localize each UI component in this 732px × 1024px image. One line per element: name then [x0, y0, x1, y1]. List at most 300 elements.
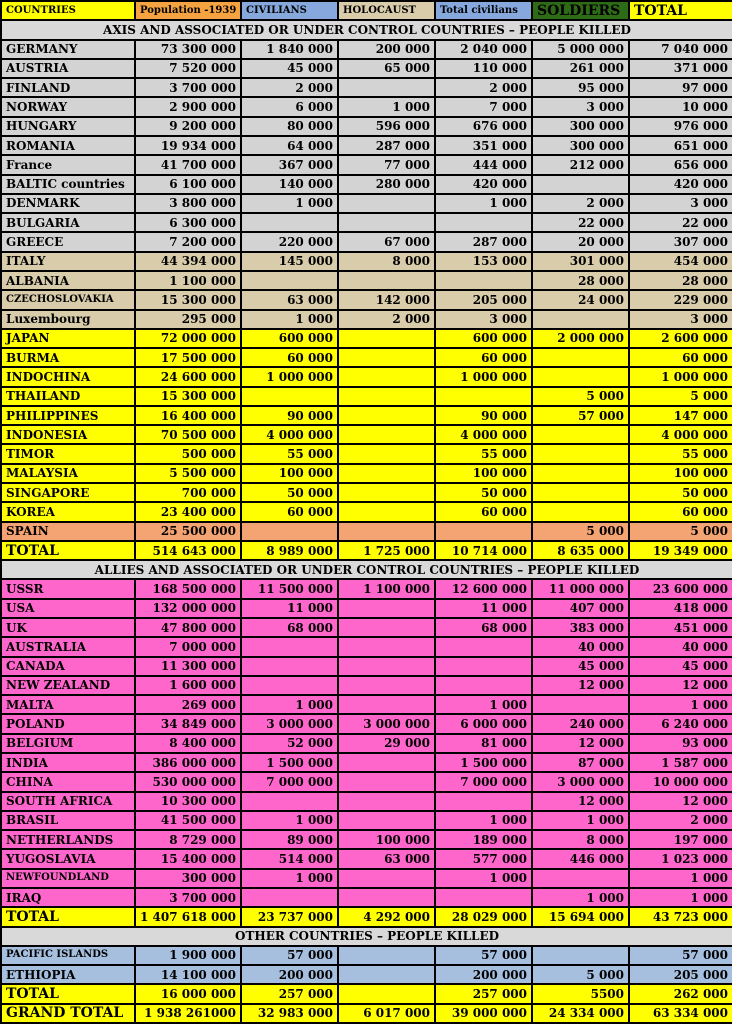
holocaust-cell [338, 811, 435, 830]
table-row [1, 502, 732, 521]
holocaust-cell [338, 271, 435, 290]
holocaust-cell [338, 194, 435, 213]
civilians-cell: 220 000 [241, 232, 338, 251]
total-civilians-cell: 1 000 [435, 811, 532, 830]
population-1939-cell: 41 500 000 [135, 811, 241, 830]
country-name: Luxembourg [1, 310, 135, 329]
table-row [1, 522, 732, 541]
soldiers-cell [532, 348, 629, 367]
soldiers-cell: 2 000 000 [532, 329, 629, 348]
soldiers-cell: 301 000 [532, 252, 629, 271]
total-cell: 1 000 [629, 869, 732, 888]
country-name: TOTAL [1, 907, 135, 926]
total-cell: 50 000 [629, 483, 732, 502]
population-1939-cell: 7 200 000 [135, 232, 241, 251]
country-name: BALTIC countries [1, 175, 135, 194]
holocaust-cell: 596 000 [338, 117, 435, 136]
table-row [1, 444, 732, 463]
total-cell: 656 000 [629, 155, 732, 174]
total-cell: 5 000 [629, 522, 732, 541]
total-civilians-cell [435, 792, 532, 811]
table-row [1, 213, 732, 232]
holocaust-cell [338, 502, 435, 521]
total-cell: 60 000 [629, 348, 732, 367]
total-civilians-cell: 600 000 [435, 329, 532, 348]
table-row [1, 194, 732, 213]
total-cell: 6 240 000 [629, 714, 732, 733]
country-name: INDONESIA [1, 425, 135, 444]
civilians-cell: 32 983 000 [241, 1004, 338, 1023]
soldiers-cell: 24 334 000 [532, 1004, 629, 1023]
population-1939-cell: 300 000 [135, 869, 241, 888]
civilians-cell: 1 500 000 [241, 753, 338, 772]
holocaust-cell: 1 100 000 [338, 579, 435, 598]
table-row [1, 78, 732, 97]
total-civilians-cell: 10 714 000 [435, 541, 532, 560]
total-civilians-cell: 153 000 [435, 252, 532, 271]
civilians-cell: 100 000 [241, 464, 338, 483]
soldiers-cell: 5500 [532, 984, 629, 1003]
total-cell: 147 000 [629, 406, 732, 425]
country-name: DENMARK [1, 194, 135, 213]
country-name: IRAQ [1, 888, 135, 907]
total-civilians-cell: 577 000 [435, 849, 532, 868]
soldiers-cell: 383 000 [532, 618, 629, 637]
population-1939-cell: 16 000 000 [135, 984, 241, 1003]
holocaust-cell: 2 000 [338, 310, 435, 329]
soldiers-cell: 40 000 [532, 637, 629, 656]
population-1939-cell: 19 934 000 [135, 136, 241, 155]
soldiers-cell: 407 000 [532, 599, 629, 618]
civilians-cell: 367 000 [241, 155, 338, 174]
soldiers-cell [532, 502, 629, 521]
civilians-cell [241, 792, 338, 811]
total-civilians-cell: 6 000 000 [435, 714, 532, 733]
population-1939-cell: 7 520 000 [135, 59, 241, 78]
country-name: SINGAPORE [1, 483, 135, 502]
total-cell: 307 000 [629, 232, 732, 251]
holocaust-cell [338, 618, 435, 637]
population-1939-cell: 530 000 000 [135, 772, 241, 791]
holocaust-cell: 8 000 [338, 252, 435, 271]
soldiers-cell: 8 635 000 [532, 541, 629, 560]
soldiers-cell [532, 425, 629, 444]
civilians-cell: 1 000 000 [241, 367, 338, 386]
soldiers-cell [532, 869, 629, 888]
population-1939-cell: 3 700 000 [135, 78, 241, 97]
total-cell: 1 000 [629, 888, 732, 907]
table-row [1, 772, 732, 791]
table-row [1, 695, 732, 714]
country-name: BULGARIA [1, 213, 135, 232]
holocaust-cell [338, 348, 435, 367]
population-1939-cell: 11 300 000 [135, 657, 241, 676]
total-civilians-cell: 81 000 [435, 734, 532, 753]
soldiers-cell: 1 000 [532, 811, 629, 830]
country-name: THAILAND [1, 387, 135, 406]
holocaust-cell [338, 869, 435, 888]
soldiers-cell: 22 000 [532, 213, 629, 232]
civilians-cell: 11 500 000 [241, 579, 338, 598]
table-row [1, 232, 732, 251]
table-row [1, 425, 732, 444]
table-row [1, 406, 732, 425]
holocaust-cell: 1 000 [338, 97, 435, 116]
holocaust-cell [338, 387, 435, 406]
holocaust-cell: 200 000 [338, 40, 435, 59]
civilians-cell: 80 000 [241, 117, 338, 136]
holocaust-cell [338, 676, 435, 695]
country-name: AUSTRALIA [1, 637, 135, 656]
population-1939-cell: 14 100 000 [135, 965, 241, 984]
holocaust-cell [338, 425, 435, 444]
table-row [1, 792, 732, 811]
civilians-cell: 145 000 [241, 252, 338, 271]
total-cell: 5 000 [629, 387, 732, 406]
total-cell: 40 000 [629, 637, 732, 656]
population-1939-cell: 15 300 000 [135, 290, 241, 309]
total-civilians-cell: 1 000 [435, 869, 532, 888]
population-1939-cell: 16 400 000 [135, 406, 241, 425]
total-cell: 229 000 [629, 290, 732, 309]
country-name: BURMA [1, 348, 135, 367]
total-cell: 45 000 [629, 657, 732, 676]
total-civilians-cell: 257 000 [435, 984, 532, 1003]
table-row [1, 753, 732, 772]
holocaust-cell: 4 292 000 [338, 907, 435, 926]
header-row [1, 1, 732, 20]
table-row [1, 464, 732, 483]
total-civilians-cell: 50 000 [435, 483, 532, 502]
soldiers-cell: 24 000 [532, 290, 629, 309]
civilians-cell: 57 000 [241, 946, 338, 965]
population-1939-cell: 269 000 [135, 695, 241, 714]
total-civilians-cell [435, 522, 532, 541]
population-1939-cell: 1 100 000 [135, 271, 241, 290]
table-row [1, 869, 732, 888]
population-1939-cell: 73 300 000 [135, 40, 241, 59]
total-cell: 451 000 [629, 618, 732, 637]
country-name: MALAYSIA [1, 464, 135, 483]
country-name: BELGIUM [1, 734, 135, 753]
total-civilians-cell: 189 000 [435, 830, 532, 849]
table-row [1, 618, 732, 637]
population-1939-cell: 15 400 000 [135, 849, 241, 868]
holocaust-cell: 63 000 [338, 849, 435, 868]
soldiers-cell: 20 000 [532, 232, 629, 251]
header-population-1939: Population -1939 [135, 1, 241, 20]
civilians-cell [241, 637, 338, 656]
table-body [1, 1, 732, 1023]
soldiers-cell: 3 000 000 [532, 772, 629, 791]
soldiers-cell: 28 000 [532, 271, 629, 290]
soldiers-cell [532, 946, 629, 965]
total-civilians-cell: 90 000 [435, 406, 532, 425]
total-civilians-cell: 7 000 [435, 97, 532, 116]
population-1939-cell: 15 300 000 [135, 387, 241, 406]
soldiers-cell: 45 000 [532, 657, 629, 676]
country-name: FINLAND [1, 78, 135, 97]
total-civilians-cell: 1 000 000 [435, 367, 532, 386]
soldiers-cell: 5 000 [532, 522, 629, 541]
civilians-cell: 55 000 [241, 444, 338, 463]
population-1939-cell: 7 000 000 [135, 637, 241, 656]
total-civilians-cell: 420 000 [435, 175, 532, 194]
soldiers-cell [532, 310, 629, 329]
civilians-cell: 60 000 [241, 502, 338, 521]
population-1939-cell: 8 729 000 [135, 830, 241, 849]
country-name: HUNGARY [1, 117, 135, 136]
civilians-cell: 257 000 [241, 984, 338, 1003]
soldiers-cell: 12 000 [532, 734, 629, 753]
soldiers-cell: 15 694 000 [532, 907, 629, 926]
total-civilians-cell: 100 000 [435, 464, 532, 483]
population-1939-cell: 1 938 261000 [135, 1004, 241, 1023]
country-name: INDOCHINA [1, 367, 135, 386]
total-civilians-cell: 4 000 000 [435, 425, 532, 444]
soldiers-cell: 12 000 [532, 676, 629, 695]
holocaust-cell [338, 78, 435, 97]
total-cell: 55 000 [629, 444, 732, 463]
holocaust-cell: 29 000 [338, 734, 435, 753]
civilians-cell: 11 000 [241, 599, 338, 618]
total-row [1, 984, 732, 1003]
table-row [1, 117, 732, 136]
holocaust-cell: 100 000 [338, 830, 435, 849]
civilians-cell [241, 213, 338, 232]
population-1939-cell: 70 500 000 [135, 425, 241, 444]
population-1939-cell: 700 000 [135, 483, 241, 502]
total-cell: 1 000 000 [629, 367, 732, 386]
population-1939-cell: 500 000 [135, 444, 241, 463]
civilians-cell: 60 000 [241, 348, 338, 367]
soldiers-cell [532, 444, 629, 463]
country-name: TOTAL [1, 984, 135, 1003]
table-row [1, 714, 732, 733]
table-row [1, 367, 732, 386]
country-name: JAPAN [1, 329, 135, 348]
total-civilians-cell [435, 676, 532, 695]
holocaust-cell [338, 213, 435, 232]
soldiers-cell: 5 000 000 [532, 40, 629, 59]
civilians-cell: 1 000 [241, 695, 338, 714]
civilians-cell: 1 000 [241, 310, 338, 329]
country-name: BRASIL [1, 811, 135, 830]
total-civilians-cell: 2 040 000 [435, 40, 532, 59]
total-cell: 651 000 [629, 136, 732, 155]
holocaust-cell [338, 965, 435, 984]
table-row [1, 965, 732, 984]
population-1939-cell: 3 800 000 [135, 194, 241, 213]
total-cell: 10 000 [629, 97, 732, 116]
soldiers-cell: 3 000 [532, 97, 629, 116]
civilians-cell: 1 000 [241, 811, 338, 830]
country-name: SOUTH AFRICA [1, 792, 135, 811]
header-total-civilians: Total civilians [435, 1, 532, 20]
holocaust-cell [338, 792, 435, 811]
header-soldiers: SOLDIERS [532, 1, 629, 20]
holocaust-cell [338, 888, 435, 907]
holocaust-cell [338, 984, 435, 1003]
country-name: GERMANY [1, 40, 135, 59]
table-row [1, 290, 732, 309]
soldiers-cell: 12 000 [532, 792, 629, 811]
total-civilians-cell [435, 888, 532, 907]
country-name: GRAND TOTAL [1, 1004, 135, 1023]
country-name: USSR [1, 579, 135, 598]
soldiers-cell: 11 000 000 [532, 579, 629, 598]
country-name: NEWFOUNDLAND [1, 869, 135, 888]
total-civilians-cell: 1 500 000 [435, 753, 532, 772]
country-name: YUGOSLAVIA [1, 849, 135, 868]
population-1939-cell: 168 500 000 [135, 579, 241, 598]
total-cell: 371 000 [629, 59, 732, 78]
civilians-cell: 140 000 [241, 175, 338, 194]
section-header-row [1, 560, 732, 579]
population-1939-cell: 132 000 000 [135, 599, 241, 618]
civilians-cell: 1 000 [241, 194, 338, 213]
population-1939-cell: 72 000 000 [135, 329, 241, 348]
population-1939-cell: 41 700 000 [135, 155, 241, 174]
holocaust-cell [338, 599, 435, 618]
total-cell: 454 000 [629, 252, 732, 271]
section-title: ALLIES AND ASSOCIATED OR UNDER CONTROL COUNTRIES – PEOPLE KILLED [1, 560, 732, 579]
population-1939-cell: 3 700 000 [135, 888, 241, 907]
section-title: AXIS AND ASSOCIATED OR UNDER CONTROL COUNTRIES – PEOPLE KILLED [1, 20, 732, 39]
total-cell: 93 000 [629, 734, 732, 753]
total-cell: 197 000 [629, 830, 732, 849]
soldiers-cell: 1 000 [532, 888, 629, 907]
table-row [1, 329, 732, 348]
country-name: CHINA [1, 772, 135, 791]
total-civilians-cell: 12 600 000 [435, 579, 532, 598]
table-row [1, 599, 732, 618]
civilians-cell: 89 000 [241, 830, 338, 849]
table-row [1, 946, 732, 965]
holocaust-cell [338, 444, 435, 463]
total-cell: 60 000 [629, 502, 732, 521]
total-cell: 57 000 [629, 946, 732, 965]
total-row [1, 907, 732, 926]
table-row [1, 387, 732, 406]
table-row [1, 637, 732, 656]
country-name: INDIA [1, 753, 135, 772]
holocaust-cell: 67 000 [338, 232, 435, 251]
civilians-cell [241, 676, 338, 695]
soldiers-cell: 95 000 [532, 78, 629, 97]
civilians-cell: 52 000 [241, 734, 338, 753]
country-name: CANADA [1, 657, 135, 676]
total-cell: 97 000 [629, 78, 732, 97]
population-1939-cell: 34 849 000 [135, 714, 241, 733]
soldiers-cell: 300 000 [532, 136, 629, 155]
country-name: NORWAY [1, 97, 135, 116]
soldiers-cell [532, 464, 629, 483]
soldiers-cell: 261 000 [532, 59, 629, 78]
population-1939-cell: 5 500 000 [135, 464, 241, 483]
total-cell: 420 000 [629, 175, 732, 194]
header-civilians: CIVILIANS [241, 1, 338, 20]
country-name: MALTA [1, 695, 135, 714]
population-1939-cell: 1 407 618 000 [135, 907, 241, 926]
holocaust-cell: 6 017 000 [338, 1004, 435, 1023]
table-row [1, 348, 732, 367]
holocaust-cell [338, 483, 435, 502]
table-row [1, 40, 732, 59]
total-cell: 205 000 [629, 965, 732, 984]
soldiers-cell: 5 000 [532, 387, 629, 406]
total-cell: 418 000 [629, 599, 732, 618]
holocaust-cell: 77 000 [338, 155, 435, 174]
country-name: USA [1, 599, 135, 618]
civilians-cell: 50 000 [241, 483, 338, 502]
soldiers-cell: 5 000 [532, 965, 629, 984]
country-name: KOREA [1, 502, 135, 521]
total-civilians-cell: 7 000 000 [435, 772, 532, 791]
country-name: NEW ZEALAND [1, 676, 135, 695]
population-1939-cell: 23 400 000 [135, 502, 241, 521]
total-civilians-cell: 1 000 [435, 695, 532, 714]
total-civilians-cell: 2 000 [435, 78, 532, 97]
population-1939-cell: 9 200 000 [135, 117, 241, 136]
table-row [1, 59, 732, 78]
population-1939-cell: 44 394 000 [135, 252, 241, 271]
civilians-cell: 64 000 [241, 136, 338, 155]
total-civilians-cell: 200 000 [435, 965, 532, 984]
total-civilians-cell: 60 000 [435, 348, 532, 367]
population-1939-cell: 17 500 000 [135, 348, 241, 367]
population-1939-cell: 8 400 000 [135, 734, 241, 753]
soldiers-cell: 8 000 [532, 830, 629, 849]
population-1939-cell: 1 900 000 [135, 946, 241, 965]
table-row [1, 676, 732, 695]
holocaust-cell [338, 657, 435, 676]
country-name: PHILIPPINES [1, 406, 135, 425]
table-row [1, 579, 732, 598]
holocaust-cell [338, 406, 435, 425]
civilians-cell: 45 000 [241, 59, 338, 78]
section-title: OTHER COUNTRIES – PEOPLE KILLED [1, 927, 732, 946]
country-name: GREECE [1, 232, 135, 251]
holocaust-cell [338, 464, 435, 483]
soldiers-cell: 300 000 [532, 117, 629, 136]
total-cell: 262 000 [629, 984, 732, 1003]
total-cell: 1 000 [629, 695, 732, 714]
civilians-cell: 3 000 000 [241, 714, 338, 733]
civilians-cell: 6 000 [241, 97, 338, 116]
holocaust-cell: 1 725 000 [338, 541, 435, 560]
table-row [1, 97, 732, 116]
civilians-cell: 1 840 000 [241, 40, 338, 59]
total-cell: 2 000 [629, 811, 732, 830]
population-1939-cell: 1 600 000 [135, 676, 241, 695]
civilians-cell: 23 737 000 [241, 907, 338, 926]
table-row [1, 483, 732, 502]
country-name: CZECHOSLOVAKIA [1, 290, 135, 309]
table-row [1, 811, 732, 830]
total-cell: 12 000 [629, 792, 732, 811]
soldiers-cell [532, 483, 629, 502]
population-1939-cell: 25 500 000 [135, 522, 241, 541]
civilians-cell [241, 888, 338, 907]
holocaust-cell [338, 367, 435, 386]
population-1939-cell: 24 600 000 [135, 367, 241, 386]
total-civilians-cell: 68 000 [435, 618, 532, 637]
civilians-cell: 1 000 [241, 869, 338, 888]
holocaust-cell [338, 522, 435, 541]
header-holocaust: HOLOCAUST [338, 1, 435, 20]
total-cell: 43 723 000 [629, 907, 732, 926]
